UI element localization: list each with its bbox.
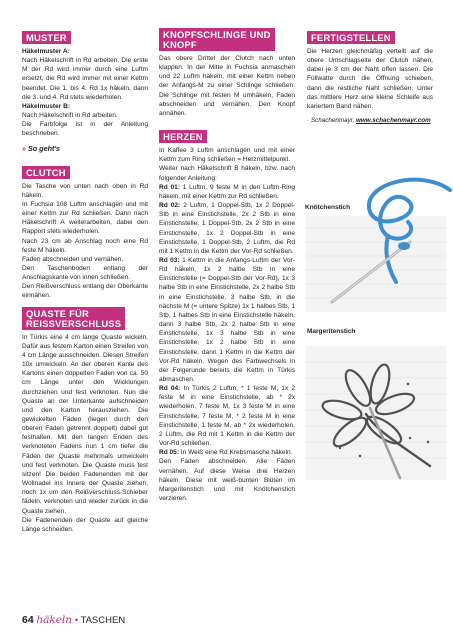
round-label: Rd 02: [159, 202, 181, 210]
round-label: Rd 04: [159, 385, 181, 393]
margeritenstich-illustration [300, 338, 453, 488]
round-text: 1 Kettm in die Anfangs-Luftm der Vor-Rd häkeln, 1x 2 halbe Stb in eine Einstichstelle (= Doppel-Stb der Vor-Rd), 1x 3 halbe Stb in eine Einstichstelle, 2x 2 halbe Stb in eine Einstichstelle, 3 halbe Stb, in die nächste M (= untere Spitze) 1x 1 halbes Stb, 1 Stb, 1 halbes Stb in eine Einstichstelle häkeln, dann 3 halbe Stb, 2x 2 halbe Stb in eine Einstichstelle, 1x 3 halbe Stb in eine Einstichstelle, 1x 2 halbe Stb in eine Einstichstelle, dann 1 Kettm in die Kettm der Vor-Rd häkeln. Wegen des Farbwechsels in der Folgerunde bereits die Kettm in Türkis abmaschen. [159, 256, 296, 383]
credit-link[interactable]: www.schachenmayr.com [356, 117, 431, 125]
round-label: Rd 05: [159, 449, 180, 457]
round-instruction [159, 448, 295, 457]
clutch-para: Nach 23 cm ab Anschlag noch eine Rd feste M häkeln. [22, 237, 148, 254]
fig-label-margeritenstich: Margeritenstich [307, 328, 356, 335]
clutch-para: Faden abschneiden und vernähen. [22, 255, 124, 263]
quaste-text-2: Die Fadenenden der Quaste auf gleiche Länge schneiden. [22, 516, 148, 533]
clutch-body [22, 182, 148, 301]
round-instruction [159, 384, 295, 448]
section-header-muster: MUSTER [22, 31, 71, 44]
herzen-intro-2: Weiter nach Häkelschrift B häkeln, bzw. nach folgender Anleitung: [159, 165, 295, 182]
muster-a-title: Häkelmuster A: [22, 48, 70, 55]
muster-body [22, 47, 148, 139]
column-2 [159, 28, 295, 503]
knopf-header-line-2: KNOPF [163, 39, 197, 50]
herzen-outro: Den Faden abschneiden. Alle Fäden vernähen. Auf diese Weise drei Herzen häkeln. Diese mit weiß-bunten Blüten im Margeritenstich und mit Knötchenstich verzieren. [159, 458, 295, 503]
muster-b-text-2: Die Farbfolge ist in der Anleitung beschrieben. [22, 121, 148, 138]
herzen-body [159, 146, 295, 503]
magazine-logo: häkeln [36, 614, 73, 626]
round-instruction [159, 201, 295, 256]
quaste-header-line-2: REISSVERSCHLUSS [26, 317, 122, 329]
knoetchenstich-illustration [300, 172, 453, 322]
fabric-swatch [306, 216, 446, 312]
knopf-text: Das obere Drittel der Clutch nach unten klappen. In der Mitte in Fuchsia anmaschen und 22 Luftm häkeln, mit einer Kettm neben der Anfangs-M zu einer Schlinge schließen. Die Schlinge mit festen M umhäkeln, Faden abschneiden und vernähen. Den Knopf annähen. [159, 55, 295, 117]
round-text: 1 Luftm, 9 feste M in den Luftm-Ring häkeln, mit einer Kettm zur Rd schließen. [159, 183, 295, 200]
so-gehts-label: So geht's [28, 143, 61, 153]
clutch-para: Den Reißverschluss entlang der Oberkante einnähen. [22, 283, 148, 300]
section-header-knopf [159, 28, 275, 51]
herzen-intro: In Kaffee 3 Luftm anschlagen und mit einer Kettm zum Ring schließen = Herzmittelpunkt. [159, 147, 295, 164]
clutch-para: Die Tasche von unten nach oben in Rd häkeln. [22, 182, 148, 199]
fig-label-knoetchenstich: Knötchenstich [305, 204, 351, 211]
muster-b-text: Nach Häkelschrift in Rd arbeiten. [22, 112, 118, 120]
quaste-text: In Türkis eine 4 cm lange Quaste wickeln. Dafür aus festem Karton einen Streifen von 4 cm Länge ausschneiden. Diesen Streifen 10x umwickeln. An der oberen Kante des Kartons einen doppelten Faden von ca. 50 cm Länge unter den Wicklungen durchziehen und fest verknoten. Nun die Quaste an der Unterkante aufschneiden und den Karton herausziehen. Die gewickelten Fäden (liegen durch den oberen Faden getrennt doppelt) dabei gut festhalten. Mit den langen Enden des verknoteten Fadens nun 1 cm tiefer die Fäden der Quaste mehrmals umwickeln und fest verknoten. Die Quaste muss fest sitzen! Die beiden Fadenenden mit der Wollnadel ins Innere der Quaste ziehen, noch 1x um den Reißverschluss-Schieber fädeln, verknoten und wieder zurück in die Quaste ziehen. [22, 333, 148, 515]
section-header-fertig: FERTIGSTELLEN [307, 31, 395, 44]
so-gehts-subheading [22, 144, 148, 153]
round-text: In Türkis 2 Luftm, * 1 feste M, 1x 2 feste M in eine Einstichstelle, ab * 2x wiederholen, 7 feste M, 1x 3 feste M in eine Einstichstelle, 7 feste M, * 2 feste M in eine Einstichstelle, 1 feste M, ab * 2x wiederholen, 2 Luftm, die Rd mit 1 Kettm in die Kettm der Vor-Rd schließen. [159, 385, 296, 448]
round-text: In Weiß eine Rd Krebsmasche häkeln. [180, 449, 293, 457]
page-number: 64 [22, 614, 34, 626]
credit-line [307, 117, 433, 124]
section-header-clutch: CLUTCH [22, 166, 70, 179]
separator-dot: • [74, 615, 79, 626]
column-3 [307, 28, 433, 124]
muster-a-text: Nach Häkelschrift in Rd arbeiten. Die erste M der Rd wird immer durch eine Luftm ersetzt, die Rd wird immer mit einer Kettm beendet. Die 1. bis 4. Rd 1x häkeln, dann die 3. und 4. Rd stets wiederholen. [22, 57, 148, 101]
round-label: Rd 01: [159, 183, 180, 191]
section-name: TASCHEN [80, 615, 126, 626]
knopf-header-line-1: KNOPFSCHLINGE UND [163, 29, 271, 40]
muster-b-title: Häkelmuster B: [22, 102, 71, 110]
fertig-body [307, 47, 433, 111]
quaste-body [22, 333, 148, 534]
page-footer [22, 614, 125, 626]
round-text: 2 Luftm, 1 Doppel-Stb, 1x 2 Doppel-Stb in eine Einstichstelle, 2x 2 Stb in eine Einstichstelle, 1 Doppel-Stb, 2x 2 Stb in eine Einstichstelle, 1x 2 Doppel-Stb in eine Einstichstelle, 1 Doppel-Stb, 2 Luftm, die Rd mit 1 Kettm in die Kettm der Vor-Rd schließen. [159, 202, 296, 255]
knopf-body [159, 54, 295, 118]
round-instruction [159, 183, 295, 201]
clutch-para: In Fuchsia 108 Luftm anschlagen und mit einer Kettm zur Rd schließen. Dann nach Häkelschrift A weiterarbeiten, dabei den Rapport stets wiederholen. [22, 200, 148, 236]
knot [398, 242, 410, 250]
section-header-quaste [22, 307, 125, 330]
quaste-header-line-1: QUASTE FÜR [26, 307, 89, 319]
section-header-herzen: HERZEN [159, 130, 207, 143]
clutch-para: Den Taschenboden entlang der Anschlagskante von innen schließen. [22, 264, 148, 282]
double-arrow-icon: » [22, 143, 26, 153]
round-instruction [159, 256, 295, 384]
credit-prefix: · Schachenmayr, [307, 117, 356, 125]
round-label: Rd 03: [159, 256, 180, 264]
column-1 [22, 28, 148, 534]
fertig-text: Die Herzen gleichmäßig verteilt auf die obere Umschlagseite der Clutch nähen, dabei je 3 cm der Naht offen lassen. Die Füllwatte durch die Öffnung schieben, dann die restliche Naht schließen. Unter das mittlere Herz eine kleine Schleife aus kariertem Band nähen. [307, 48, 433, 110]
